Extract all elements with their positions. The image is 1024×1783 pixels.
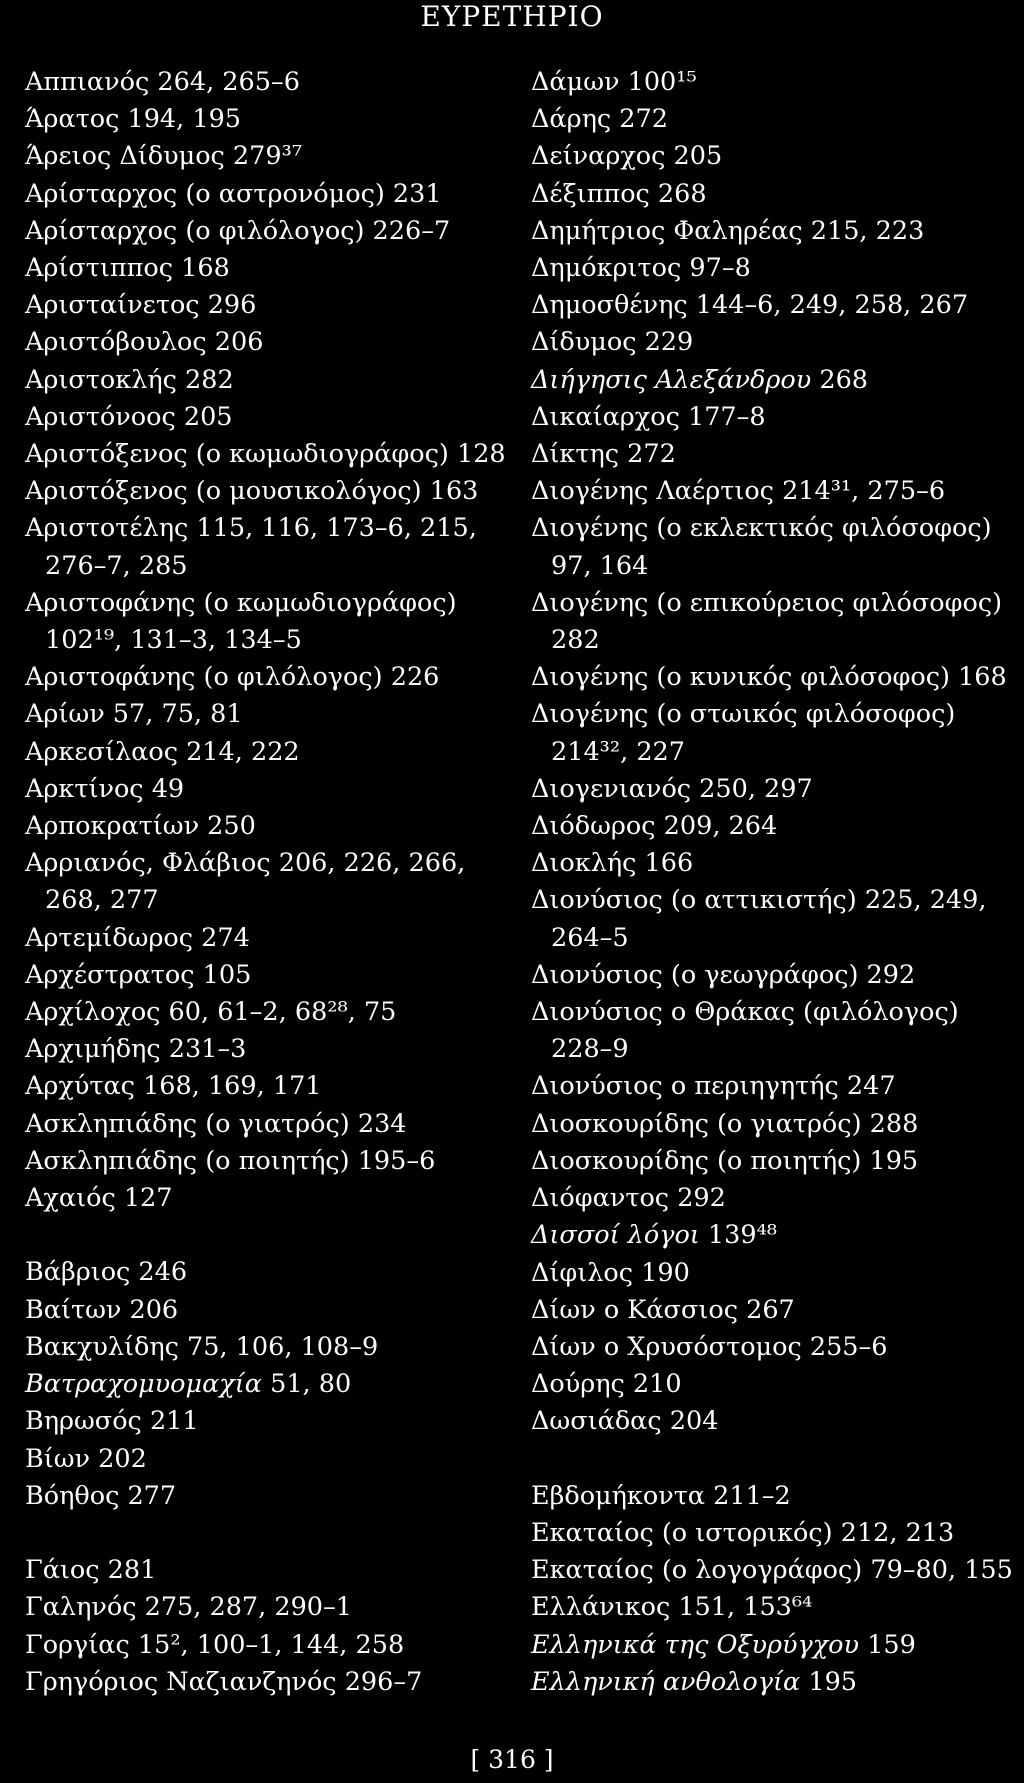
index-entry-line: Άρατος 194, 195 [25, 104, 242, 135]
index-entry [25, 1552, 505, 1589]
index-entry [25, 1292, 505, 1329]
index-entry [25, 1106, 505, 1143]
index-entry-line: Βηρωσός 211 [25, 1406, 199, 1437]
index-entry [531, 64, 1024, 101]
index-entry [531, 957, 1024, 994]
index-entry-line: Δίων ο Κάσσιος 267 [531, 1294, 795, 1325]
index-entry [25, 1254, 505, 1291]
index-entry-line: Βακχυλίδης 75, 106, 108–9 [25, 1331, 379, 1362]
index-entry [531, 362, 1024, 399]
index-entry-line: Αρτεμίδωρος 274 [25, 922, 250, 953]
index-entry [25, 659, 505, 696]
index-entry [25, 324, 505, 361]
index-entry-line: Διόδωρος 209, 264 [531, 811, 778, 842]
index-entry-line: Δίκτης 272 [531, 439, 676, 470]
index-entry-line: Αρίσταρχος (ο φιλόλογος) 226–7 [25, 215, 451, 246]
index-entry [531, 1403, 1024, 1440]
index-entry-line: Βατραχομυομαχία 51, 80 [25, 1369, 352, 1400]
index-entry-line: Ελλάνικος 151, 153⁶⁴ [531, 1592, 813, 1623]
index-entry [25, 1366, 505, 1403]
index-entry-line: Δημήτριος Φαληρέας 215, 223 [531, 215, 925, 246]
index-entry-line: Αρίσταρχος (ο αστρονόμος) 231 [25, 178, 442, 209]
index-column-right [531, 64, 1024, 1701]
index-entry [531, 287, 1024, 324]
index-entry-line: Αριστόνοος 205 [25, 401, 233, 432]
index-entry-line: Διονύσιος ο περιηγητής 247 [531, 1071, 896, 1102]
index-entry-line: Ασκληπιάδης (ο ποιητής) 195–6 [25, 1145, 436, 1176]
index-entry [25, 1627, 505, 1664]
index-entry-line: Αππιανός 264, 265–6 [25, 67, 300, 97]
index-entry-line: Δάρης 272 [531, 104, 668, 135]
index-section-gap [25, 1217, 505, 1254]
index-entry [25, 1478, 505, 1515]
index-entry-line: Δισσοί λόγοι 139⁴⁸ [531, 1220, 778, 1251]
index-entry [531, 176, 1024, 213]
index-entry [531, 771, 1024, 808]
index-entry [25, 436, 505, 473]
index-entry-line: Διοκλής 166 [531, 848, 694, 879]
index-entry-line: Δίδυμος 229 [531, 327, 694, 358]
index-entry [531, 1180, 1024, 1217]
index-entry [531, 1515, 1024, 1552]
index-entry-line: Βίων 202 [25, 1443, 147, 1474]
index-entry-line: Δημοσθένης 144–6, 249, 258, 267 [531, 290, 969, 321]
index-entry-line: Αριστόξενος (ο κωμωδιογράφος) 128 [25, 439, 506, 470]
index-entry [25, 1589, 505, 1626]
index-entry-line: Διογένης Λαέρτιος 214³¹, 275–6 [531, 476, 946, 507]
index-entry [531, 1589, 1024, 1626]
index-entry [531, 696, 1024, 770]
index-entry-line: Αριστοκλής 282 [25, 364, 234, 395]
index-entry [25, 734, 505, 771]
index-entry-line: Διοσκουρίδης (ο ποιητής) 195 [531, 1145, 919, 1176]
index-entry-line: Εκαταίος (ο λογογράφος) 79–80, 155 [531, 1555, 1013, 1586]
index-entry-line: Εβδομήκοντα 211–2 [531, 1480, 791, 1511]
index-entry [531, 1627, 1024, 1664]
index-entry [25, 808, 505, 845]
page-number: [ 316 ] [470, 1745, 554, 1774]
index-entry-line: Δίφιλος 190 [531, 1257, 690, 1288]
index-entry-line: Γρηγόριος Ναζιανζηνός 296–7 [25, 1666, 423, 1697]
index-entry-line: Διογένης (ο κυνικός φιλόσοφος) 168 [531, 662, 1007, 693]
index-entry [531, 1552, 1024, 1589]
index-entry-line: Αριστοφάνης (ο κωμωδιογράφος) [25, 587, 457, 618]
index-entry [531, 1292, 1024, 1329]
index-entry-line: Διογένης (ο εκλεκτικός φιλόσοφος) [531, 513, 992, 544]
index-entry-line: Διόφαντος 292 [531, 1183, 726, 1214]
index-entry [531, 1255, 1024, 1292]
index-entry [25, 250, 505, 287]
work-title: Ελληνική ανθολογία [531, 1666, 801, 1697]
index-entry-continuation: 97, 164 [551, 550, 649, 581]
index-entry-line: Γάιος 281 [25, 1555, 157, 1586]
work-title: Ελληνικά της Οξυρύγχου [531, 1629, 860, 1660]
index-entry [25, 213, 505, 250]
index-entry [531, 1143, 1024, 1180]
index-entry [531, 250, 1024, 287]
index-entry-line: Εκαταίος (ο ιστορικός) 212, 213 [531, 1517, 955, 1548]
index-entry [25, 362, 505, 399]
index-entry-line: Αρκτίνος 49 [25, 773, 185, 804]
index-entry-line: Δίων ο Χρυσόστομος 255–6 [531, 1331, 888, 1362]
index-entry-line: Αριστοτέλης 115, 116, 173–6, 215, [25, 513, 477, 544]
index-entry [531, 845, 1024, 882]
index-entry-line: Δέξιππος 268 [531, 178, 707, 209]
index-entry-line: Αρχέστρατος 105 [25, 959, 252, 990]
index-entry [531, 213, 1024, 250]
index-entry-line: Διονύσιος (ο αττικιστής) 225, 249, [531, 885, 987, 916]
index-entry-line: Αρίων 57, 75, 81 [25, 699, 243, 730]
index-entry-continuation: 102¹⁹, 131–3, 134–5 [45, 625, 302, 656]
page-title: ΕΥΡΕΤΗΡΙΟ [420, 0, 604, 33]
index-entry [25, 64, 505, 101]
index-entry-line: Αρχίλοχος 60, 61–2, 68²⁸, 75 [25, 997, 397, 1028]
index-entry [25, 176, 505, 213]
index-entry [25, 845, 505, 919]
index-entry [25, 510, 505, 584]
index-entry-line: Αριστοφάνης (ο φιλόλογος) 226 [25, 662, 440, 693]
index-entry [531, 1068, 1024, 1105]
index-entry-line: Βάβριος 246 [25, 1257, 188, 1288]
index-entry [531, 1664, 1024, 1701]
index-entry-line: Αρισταίνετος 296 [25, 290, 257, 321]
index-entry-line: Γοργίας 15², 100–1, 144, 258 [25, 1629, 405, 1660]
index-entry [25, 287, 505, 324]
index-entry-line: Αρχύτας 168, 169, 171 [25, 1071, 322, 1102]
index-column-left [25, 64, 505, 1701]
index-entry [25, 399, 505, 436]
index-entry [531, 585, 1024, 659]
index-entry [25, 696, 505, 733]
index-entry [531, 1366, 1024, 1403]
index-entry [531, 510, 1024, 584]
index-entry [25, 1068, 505, 1105]
index-entry-line: Αρριανός, Φλάβιος 206, 226, 266, [25, 848, 466, 879]
index-entry [531, 436, 1024, 473]
index-entry-line: Αρχιμήδης 231–3 [25, 1034, 247, 1065]
index-entry-line: Δωσιάδας 204 [531, 1406, 719, 1437]
index-entry [25, 957, 505, 994]
index-entry [531, 808, 1024, 845]
index-entry [531, 1106, 1024, 1143]
index-entry-line: Διογενιανός 250, 297 [531, 773, 813, 804]
index-entry-line: Διογένης (ο στωικός φιλόσοφος) [531, 699, 956, 730]
index-entry [25, 1143, 505, 1180]
index-entry-line: Αριστόξενος (ο μουσικολόγος) 163 [25, 476, 479, 507]
index-entry [531, 882, 1024, 956]
index-entry [25, 101, 505, 138]
work-title: Δισσοί λόγοι [531, 1220, 700, 1251]
work-title: Βατραχομυομαχία [25, 1369, 262, 1400]
index-entry [25, 1664, 505, 1701]
index-entry-line: Δικαίαρχος 177–8 [531, 401, 766, 432]
work-title: Διήγησις Αλεξάνδρου [531, 364, 812, 395]
index-entry-continuation: 268, 277 [45, 885, 159, 916]
index-entry-continuation: 282 [551, 625, 600, 656]
index-entry-continuation: 264–5 [551, 922, 629, 953]
index-entry [531, 324, 1024, 361]
index-entry-continuation: 214³², 227 [551, 736, 685, 767]
index-entry [531, 994, 1024, 1068]
index-entry-line: Ασκληπιάδης (ο γιατρός) 234 [25, 1108, 407, 1139]
index-entry [531, 1329, 1024, 1366]
index-entry-line: Ελληνικά της Οξυρύγχου 159 [531, 1629, 916, 1660]
index-entry [25, 585, 505, 659]
index-entry-line: Βόηθος 277 [25, 1480, 177, 1511]
index-entry-line: Διήγησις Αλεξάνδρου 268 [531, 364, 869, 395]
index-entry [25, 994, 505, 1031]
index-entry [25, 771, 505, 808]
index-entry [25, 473, 505, 510]
index-entry [25, 1180, 505, 1217]
index-entry-continuation: 276–7, 285 [45, 550, 188, 581]
index-section-gap [25, 1515, 505, 1552]
index-entry-line: Δάμων 100¹⁵ [531, 67, 697, 97]
index-section-gap [531, 1441, 1024, 1478]
index-entry-line: Βαίτων 206 [25, 1294, 179, 1325]
index-entry-line: Διονύσιος (ο γεωγράφος) 292 [531, 959, 916, 990]
index-entry [531, 1478, 1024, 1515]
index-entry-line: Αριστόβουλος 206 [25, 327, 264, 358]
index-entry-line: Άρειος Δίδυμος 279³⁷ [25, 141, 303, 172]
index-entry-line: Ελληνική ανθολογία 195 [531, 1666, 858, 1697]
index-entry-line: Αχαιός 127 [25, 1183, 173, 1214]
index-entry-line: Γαληνός 275, 287, 290–1 [25, 1592, 353, 1623]
index-entry-line: Αρκεσίλαος 214, 222 [25, 736, 300, 767]
index-entry-line: Δείναρχος 205 [531, 141, 723, 172]
index-entry-line: Δούρης 210 [531, 1369, 682, 1400]
index-entry-line: Διονύσιος ο Θράκας (φιλόλογος) [531, 997, 959, 1028]
index-entry-line: Αρποκρατίων 250 [25, 811, 256, 842]
index-entry [531, 399, 1024, 436]
index-entry [25, 1441, 505, 1478]
index-entry [531, 138, 1024, 175]
index-entry [531, 473, 1024, 510]
index-entry [25, 1403, 505, 1440]
index-entry [531, 101, 1024, 138]
index-entry [25, 1329, 505, 1366]
index-entry-line: Δημόκριτος 97–8 [531, 253, 751, 284]
index-entry [531, 1217, 1024, 1254]
index-entry [531, 659, 1024, 696]
index-entry-line: Διογένης (ο επικούρειος φιλόσοφος) [531, 587, 1003, 618]
index-entry [25, 138, 505, 175]
index-entry-line: Διοσκουρίδης (ο γιατρός) 288 [531, 1108, 919, 1139]
index-entry [25, 920, 505, 957]
index-entry-line: Αρίστιππος 168 [25, 253, 230, 284]
index-entry [25, 1031, 505, 1068]
index-entry-continuation: 228–9 [551, 1034, 629, 1065]
